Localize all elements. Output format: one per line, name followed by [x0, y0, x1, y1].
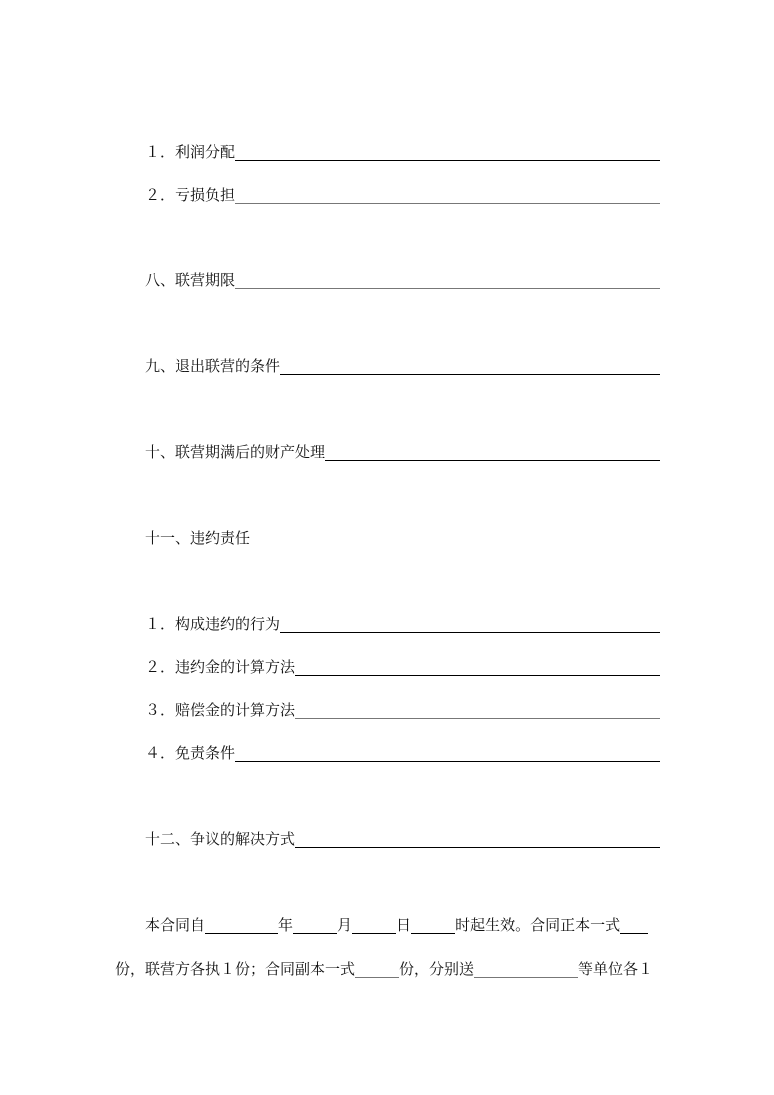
dispute-resolution-label: 十二、争议的解决方式 — [145, 830, 296, 848]
effective-year-blank[interactable] — [205, 933, 278, 934]
closing-text-effective: 时起生效。合同正本一式 — [455, 916, 621, 934]
closing-text-send: 份，分别送 — [399, 960, 475, 978]
loss-bearing-label: ２．亏损负担 — [145, 186, 236, 204]
month-label: 月 — [337, 916, 353, 934]
exemption-blank[interactable] — [235, 761, 660, 762]
closing-text-start: 本合同自 — [145, 916, 206, 934]
closing-text-parties: 份，联营方各执１份；合同副本一式 — [115, 960, 356, 978]
exemption-label: ４．免责条件 — [145, 744, 236, 762]
joint-term-label: 八、联营期限 — [145, 271, 236, 289]
closing-paragraph-line-2 — [115, 958, 653, 980]
liability-heading: 十一、违约责任 — [145, 529, 251, 547]
exit-conditions-blank[interactable] — [280, 374, 660, 375]
liability-heading-line — [145, 527, 660, 549]
effective-day-blank[interactable] — [352, 933, 396, 934]
breach-behavior-label: １．构成违约的行为 — [145, 615, 281, 633]
compensation-calc-label: ３．赔偿金的计算方法 — [145, 701, 296, 719]
joint-term-line — [145, 269, 660, 291]
profit-distribution-label: １．利润分配 — [145, 143, 236, 161]
loss-bearing-blank[interactable] — [235, 203, 660, 204]
effective-month-blank[interactable] — [293, 933, 337, 934]
breach-behavior-blank[interactable] — [280, 632, 660, 633]
closing-text-units: 等单位各１ — [578, 960, 654, 978]
profit-distribution-line — [145, 141, 660, 163]
closing-paragraph-line-1 — [145, 914, 648, 936]
penalty-calc-blank[interactable] — [295, 675, 660, 676]
effective-hour-blank[interactable] — [411, 933, 455, 934]
day-label: 日 — [396, 916, 412, 934]
dispute-resolution-blank[interactable] — [295, 847, 660, 848]
joint-term-blank[interactable] — [235, 288, 660, 289]
exit-conditions-line — [145, 355, 660, 377]
property-handling-line — [145, 441, 660, 463]
penalty-calc-label: ２．违约金的计算方法 — [145, 658, 296, 676]
duplicate-copies-blank[interactable] — [355, 977, 399, 978]
exemption-line — [145, 742, 660, 764]
profit-distribution-blank[interactable] — [235, 160, 660, 161]
compensation-calc-line — [145, 699, 660, 721]
loss-bearing-line — [145, 184, 660, 206]
exit-conditions-label: 九、退出联营的条件 — [145, 357, 281, 375]
penalty-calc-line — [145, 656, 660, 678]
property-handling-blank[interactable] — [325, 460, 660, 461]
property-handling-label: 十、联营期满后的财产处理 — [145, 443, 326, 461]
recipient-units-blank[interactable] — [474, 977, 578, 978]
original-copies-blank[interactable] — [620, 933, 648, 934]
breach-behavior-line — [145, 613, 660, 635]
year-label: 年 — [278, 916, 294, 934]
dispute-resolution-line — [145, 828, 660, 850]
compensation-calc-blank[interactable] — [295, 718, 660, 719]
